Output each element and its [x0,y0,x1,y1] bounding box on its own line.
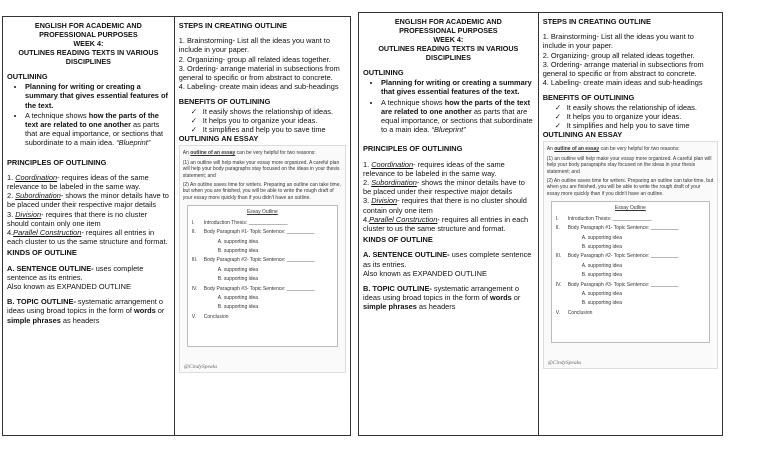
essay-outline-title: Essay Outline [614,205,646,212]
outlining-bullets [7,82,170,147]
right-column [175,17,350,435]
principle-text: - requires ideas of the same relevance to be labeled in the same way. [363,159,505,178]
essay-text: can be very helpful for two reasons: [599,146,680,153]
kind-sentence-outline [363,250,534,268]
outline-number: III. [191,257,198,264]
outline-number: II. [555,225,560,232]
outlining-bullets [363,78,534,134]
principle-term: Coordination [15,172,58,182]
outline-sub-row: B. supporting idea [581,243,622,250]
essay-outline-box [551,201,710,343]
section-title-kinds: KINDS OF OUTLINE [7,248,77,258]
bullet-item [381,98,534,135]
kind-alias: Also known as EXPANDED OUTLINE [7,282,131,292]
document-page [358,12,723,436]
kind-emphasis: words [133,306,156,316]
principle-number: 1. [363,159,372,169]
section-title-benefits: BENEFITS OF OUTLINING [178,97,271,107]
step-item: 3. Ordering- arrange material in subsections from general to specific or from abstract to concrete. [542,59,704,79]
outline-sub-row: B. supporting idea [217,247,259,254]
principle-term: Division [371,196,398,206]
header-line: ENGLISH FOR ACADEMIC AND [394,17,502,26]
essay-outline-image [543,141,718,369]
principle-term: Coordination [371,159,414,169]
header-line: WEEK 4: [73,39,104,48]
bullet-text: A technique shows [381,97,445,107]
outline-text: Body Paragraph #2- Topic Sentence: __________ [567,253,679,260]
outline-number: I. [555,215,559,222]
outline-text: Conclusion [203,313,229,320]
outline-heading-row [556,253,705,259]
benefits-list [179,107,346,135]
document-header [363,17,534,62]
section-title-steps: STEPS IN CREATING OUTLINE [178,21,288,30]
benefit-item [555,103,718,112]
document-header [7,21,170,66]
kind-text: systematic arrangement o ideas using broad topics in the form of [7,297,163,316]
outline-number: I. [191,219,195,226]
bullet-italic: “Blueprint” [431,125,466,135]
essay-reason: (1) an outline will help make your essay more organized. A careful plan will help your body paragraphs stay focused on the ideas in your thesis statement; and [182,159,340,179]
bullet-text: A technique shows [25,110,89,120]
outline-sub-row: B. supporting idea [217,276,259,283]
benefit-item [555,112,718,121]
principle-text: - requires all entries in each cluster to us the same structure and format. [7,228,168,247]
header-line: WEEK 4: [433,35,464,44]
outline-sub-row: A. supporting idea [217,266,259,273]
kind-text: as headers [60,315,100,325]
step-item: 2. Organizing- group all related ideas together. [178,54,331,64]
benefit-text: It helps you to organize your ideas. [202,115,318,125]
bullet-text: as parts that are equal importance, or sections that subordinate to a main idea. [25,120,164,148]
kind-emphasis: words [489,293,512,303]
kind-title: A. SENTENCE OUTLINE- [7,263,94,273]
essay-outline-rows [556,216,705,316]
principle-item [7,173,170,191]
outline-heading-row [192,286,333,292]
outline-sub-row: A. supporting idea [217,238,259,245]
outline-sub-row: B. supporting idea [581,300,622,307]
outline-text: Body Paragraph #1- Topic Sentence: __________ [567,225,679,232]
principle-term: Parallel Construction [13,228,82,238]
check-icon: ✓ [554,102,561,112]
step-item: 3. Ordering- arrange material in subsections from general to specific or from abstract to concrete. [178,63,340,83]
header-line: PROFESSIONAL PURPOSES [399,26,498,35]
check-icon: ✓ [190,106,197,116]
benefit-item [555,121,718,130]
outline-sub-row: A. supporting idea [581,262,622,269]
essay-text: An [182,150,191,157]
principle-term: Parallel Construction [369,214,438,224]
outline-number: IV. [555,281,562,288]
principle-term: Division [15,209,42,219]
bullet-item [25,111,170,148]
outline-heading-row [192,229,333,235]
kind-emphasis: simple phrases [363,302,417,312]
bullet-emphasis: how the parts of the text are related to one another [25,110,159,130]
section-title-outlining: OUTLINING [363,68,404,77]
principle-text: - shows the minor details have to be placed under their respective major details [363,178,525,197]
document-page [2,16,351,436]
principle-number: 2. [363,178,372,188]
benefit-item [191,107,346,116]
step-item: 2. Organizing- group all related ideas together. [542,50,695,60]
watermark: @CindySpeaks [547,360,582,367]
step-item: 1. Brainstorming- List all the ideas you want to include in your paper. [178,36,330,55]
right-column [539,13,722,435]
kind-emphasis: simple phrases [7,315,61,325]
principle-text: - requires all entries in each cluster to us the same structure and format. [363,214,529,234]
essay-reason: (1) an outline will help make your essay more organized. A careful plan will help your body paragraphs stay focused on the ideas in your thesis statement; and [546,155,712,175]
section-title-benefits: BENEFITS OF OUTLINING [542,93,635,103]
outline-text: Introduction Thesis: ______________ [567,215,652,222]
section-title-essay: OUTLINING AN ESSAY [542,130,623,140]
principle-term: Subordination [371,178,417,188]
section-title-essay: OUTLINING AN ESSAY [178,134,259,144]
essay-text: can be very helpful for two reasons: [235,150,316,157]
outline-sub-row: B. supporting idea [581,272,622,279]
principle-text: - requires that there is no cluster should contain only one item [363,196,527,215]
bullet-text: Planning for writing or creating a summary that gives essential features of the text. [381,78,532,97]
outline-heading-row [556,225,705,231]
essay-lead [547,146,714,152]
check-icon: ✓ [190,125,197,135]
outline-text: Introduction Thesis: ______________ [203,219,288,226]
benefit-item [191,125,346,134]
principle-item [363,160,534,178]
essay-emphasis: outline of an essay [190,150,236,157]
kind-topic-outline [363,284,534,312]
kind-text: uses complete sentence as its entries. [363,250,532,269]
kind-sentence-outline [7,264,170,282]
principle-number: 3. [7,209,16,219]
kind-text: systematic arrangement o ideas using broad topics in the form of [363,284,519,303]
principle-item [363,215,534,233]
step-item: 1. Brainstorming- List all the ideas you want to include in your paper. [542,32,694,51]
kind-title: B. TOPIC OUTLINE- [363,284,432,294]
header-line: OUTLINES READING TEXTS IN VARIOUS [18,48,159,57]
essay-outline-title: Essay Outline [246,209,278,216]
outline-sub-row: A. supporting idea [581,290,622,297]
principle-term: Subordination [15,191,61,201]
principle-number: 4. [7,228,14,238]
principle-number: 1. [7,172,16,182]
bullet-text: Planning for writing or creating a summary that gives essential features of the text. [25,82,168,110]
outline-text: Body Paragraph #3- Topic Sentence: __________ [567,281,679,288]
kind-text: uses complete sentence as its entries. [7,263,144,282]
outline-text: Body Paragraph #1- Topic Sentence: __________ [203,229,315,236]
principle-number: 2. [7,191,16,201]
benefit-text: It simplifies and help you to save time [566,121,690,131]
essay-outline-box [187,205,338,347]
essay-text: An [546,146,555,153]
principle-number: 3. [363,196,372,206]
header-line: PROFESSIONAL PURPOSES [39,30,138,39]
outline-text: Body Paragraph #2- Topic Sentence: __________ [203,257,315,264]
outline-text: Body Paragraph #3- Topic Sentence: __________ [203,285,315,292]
outline-sub-row: A. supporting idea [217,294,259,301]
outline-number: IV. [191,285,198,292]
bullet-emphasis: how the parts of the text are related to one another [381,97,531,116]
kind-title: A. SENTENCE OUTLINE- [363,250,450,260]
left-column [359,13,539,435]
outline-sub-row: B. supporting idea [217,304,259,311]
outline-heading-row [556,310,705,316]
outline-heading-row [192,220,333,226]
benefit-text: It easily shows the relationship of ideas. [566,102,697,112]
benefits-list [543,103,718,131]
principle-number: 4. [363,214,370,224]
kind-title: B. TOPIC OUTLINE- [7,297,76,307]
essay-outline-image [179,145,346,373]
section-title-kinds: KINDS OF OUTLINE [363,235,433,245]
header-line: DISCIPLINES [425,53,471,62]
essay-lead [183,150,342,156]
outline-heading-row [556,216,705,222]
section-title-principles: PRINCIPLES OF OUTLINING [363,144,463,154]
outline-number: III. [555,253,562,260]
benefit-text: It simplifies and help you to save time [202,125,326,135]
section-title-outlining: OUTLINING [7,72,48,81]
outline-sub-row: A. supporting idea [581,234,622,241]
step-item: 4. Labeling- create main ideas and sub-headings [542,78,703,88]
principle-item [7,191,170,209]
essay-reason: (2) An outline saves time for writers. Preparing an outline can take time, but when you are finished, you will be able to write the rough draft of your essay more quickly than if you didn't have an outline. [546,178,714,197]
section-title-steps: STEPS IN CREATING OUTLINE [542,17,651,26]
principle-item [363,178,534,196]
check-icon: ✓ [190,115,197,125]
outline-number: II. [191,229,196,236]
principle-text: - shows the minor details have to be placed under their respective major details [7,191,169,210]
outline-heading-row [192,314,333,320]
benefit-item [191,116,346,125]
essay-outline-rows [192,220,333,320]
outline-heading-row [556,282,705,288]
bullet-item [25,82,170,110]
outline-number: V. [555,309,560,316]
watermark: @CindySpeaks [183,364,218,371]
essay-emphasis: outline of an essay [554,146,600,153]
principle-text: - requires ideas of the same relevance to be labeled in the same way. [7,172,149,192]
kind-text: or [511,293,521,303]
header-line: DISCIPLINES [65,57,111,66]
kind-text: as headers [416,302,456,312]
bullet-text: as parts that are equal importance, or sections that subordinate to a main idea. [381,106,533,135]
bullet-italic: “Blueprint” [116,138,151,148]
principle-item [7,210,170,228]
principle-item [7,228,170,246]
left-column [3,17,175,435]
outline-text: Conclusion [567,309,593,316]
kind-topic-outline [7,297,170,325]
step-item: 4. Labeling- create main ideas and sub-headings [178,82,339,92]
header-line: ENGLISH FOR ACADEMIC AND [34,21,142,30]
kind-text: or [155,306,165,316]
principle-item [363,196,534,214]
kind-alias: Also known as EXPANDED OUTLINE [363,268,487,278]
benefit-text: It helps you to organize your ideas. [566,111,682,121]
principle-text: - requires that there is no cluster should contain only one item [7,209,148,228]
outline-number: V. [191,313,197,320]
check-icon: ✓ [554,111,561,121]
outline-heading-row [192,257,333,263]
section-title-principles: PRINCIPLES OF OUTLINING [7,157,107,167]
bullet-item [381,78,534,96]
header-line: OUTLINES READING TEXTS IN VARIOUS [378,44,519,53]
essay-reason: (2) An outline saves time for writers. Preparing an outline can take time, but when you are finished, you will be able to write the rough draft of your essay more quickly than if you didn't have an outline. [182,182,341,201]
check-icon: ✓ [554,121,561,131]
benefit-text: It easily shows the relationship of ideas. [202,106,333,116]
